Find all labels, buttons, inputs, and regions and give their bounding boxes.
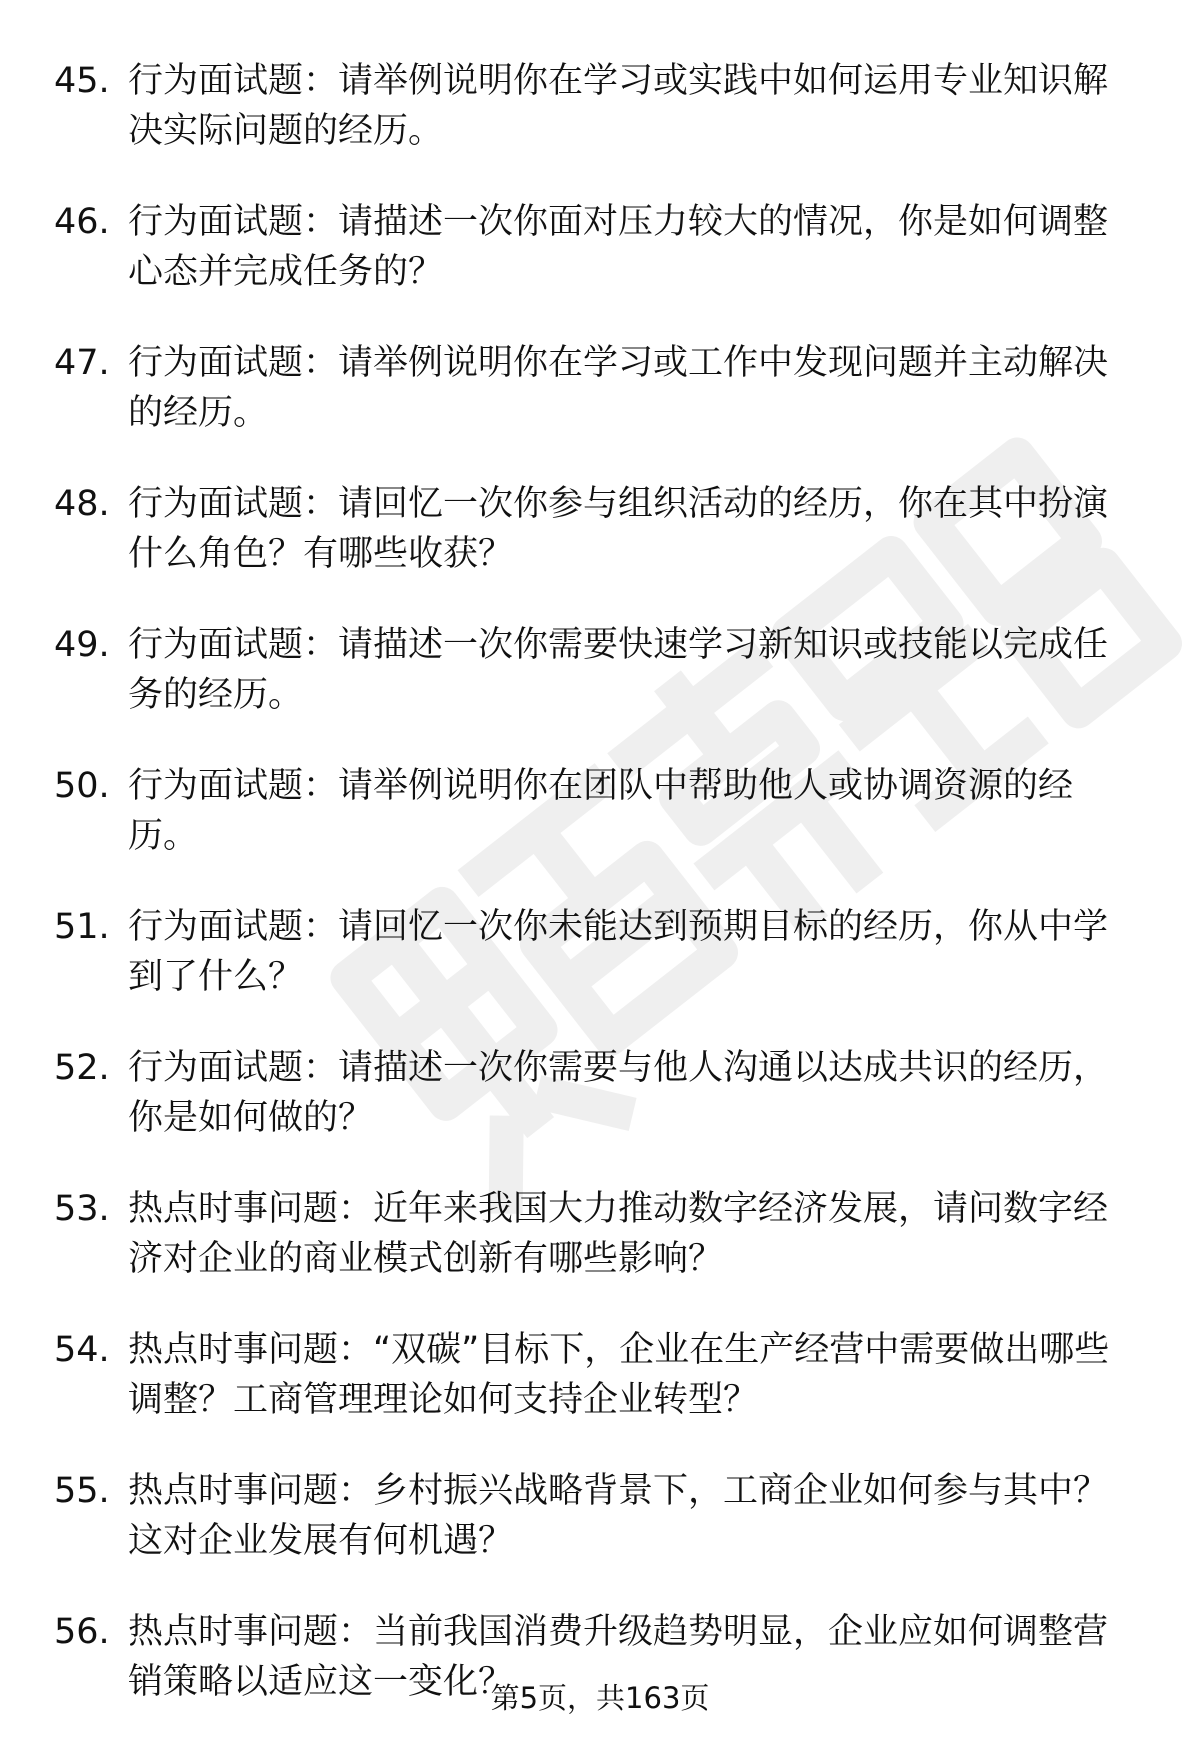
- question-number: 51.: [54, 907, 110, 947]
- list-item: [0, 1043, 1200, 1143]
- page-number-label: 第5页，共163页: [490, 1681, 710, 1715]
- list-item: [0, 1466, 1200, 1566]
- list-item: [0, 902, 1200, 1002]
- question-number: 47.: [54, 343, 110, 383]
- question-number: 45.: [54, 61, 110, 101]
- list-item: [0, 620, 1200, 720]
- question-number: 46.: [54, 202, 110, 242]
- question-text: 热点时事问题：“双碳”目标下，企业在生产经营中需要做出哪些调整？工商管理理论如何支持企业转型？: [128, 1330, 1110, 1420]
- question-number: 50.: [54, 766, 110, 806]
- question-text: 行为面试题：请回忆一次你参与组织活动的经历，你在其中扮演什么角色？有哪些收获？: [128, 484, 1109, 574]
- question-number: 55.: [54, 1471, 110, 1511]
- question-list: [0, 56, 1200, 1748]
- question-number: 53.: [54, 1189, 110, 1229]
- list-item: [0, 1325, 1200, 1425]
- page-footer: [0, 1678, 1200, 1718]
- question-text: 行为面试题：请举例说明你在团队中帮助他人或协调资源的经历。: [128, 766, 1074, 856]
- list-item: [0, 1184, 1200, 1284]
- question-text: 热点时事问题：乡村振兴战略背景下，工商企业如何参与其中？这对企业发展有何机遇？: [128, 1471, 1109, 1561]
- list-item: [0, 479, 1200, 579]
- question-text: 行为面试题：请描述一次你面对压力较大的情况，你是如何调整心态并完成任务的？: [128, 202, 1109, 292]
- list-item: [0, 338, 1200, 438]
- question-text: 行为面试题：请回忆一次你未能达到预期目标的经历，你从中学到了什么？: [128, 907, 1109, 997]
- question-number: 52.: [54, 1048, 110, 1088]
- question-text: 行为面试题：请描述一次你需要与他人沟通以达成共识的经历，你是如何做的？: [128, 1048, 1109, 1138]
- list-item: [0, 761, 1200, 861]
- question-number: 48.: [54, 484, 110, 524]
- question-text: 热点时事问题：近年来我国大力推动数字经济发展，请问数字经济对企业的商业模式创新有哪些影响？: [128, 1189, 1109, 1279]
- question-text: 行为面试题：请描述一次你需要快速学习新知识或技能以完成任务的经历。: [128, 625, 1109, 715]
- list-item: [0, 197, 1200, 297]
- question-text: 热点时事问题：当前我国消费升级趋势明显，企业应如何调整营销策略以适应这一变化？: [128, 1612, 1109, 1702]
- list-item: [0, 56, 1200, 156]
- question-number: 49.: [54, 625, 110, 665]
- question-number: 54.: [54, 1330, 110, 1370]
- question-text: 行为面试题：请举例说明你在学习或工作中发现问题并主动解决的经历。: [128, 343, 1109, 433]
- question-text: 行为面试题：请举例说明你在学习或实践中如何运用专业知识解决实际问题的经历。: [128, 61, 1109, 151]
- question-number: 56.: [54, 1612, 110, 1652]
